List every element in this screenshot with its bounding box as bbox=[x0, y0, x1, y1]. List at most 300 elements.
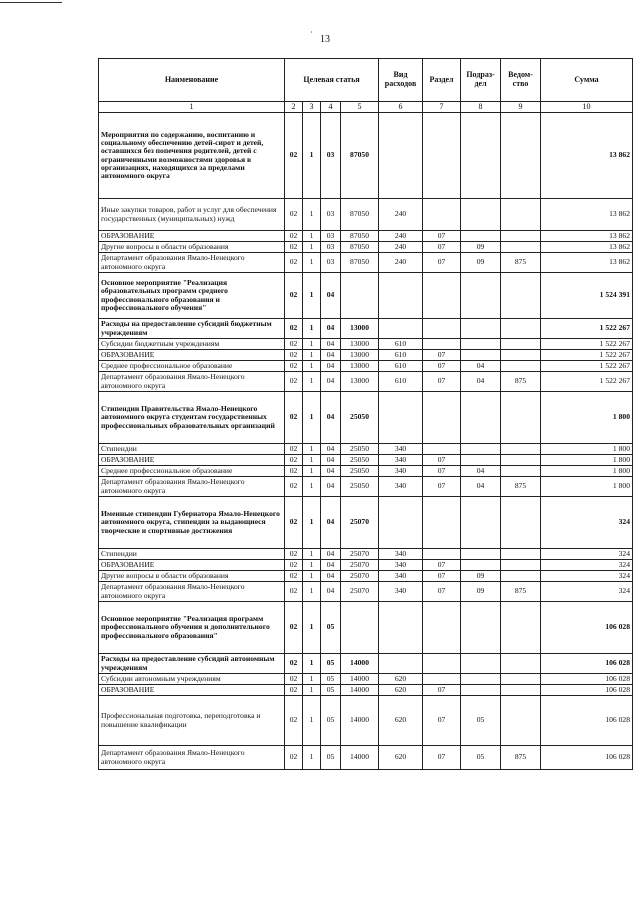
dept-code bbox=[501, 549, 541, 560]
column-number: 9 bbox=[501, 102, 541, 113]
section-code: 07 bbox=[423, 560, 461, 571]
code-direction: 87050 bbox=[341, 231, 379, 242]
expense-type: 610 bbox=[379, 339, 423, 350]
code-subprogram: 1 bbox=[303, 361, 321, 372]
dept-code bbox=[501, 455, 541, 466]
subsection-code: 09 bbox=[461, 242, 501, 253]
section-code: 07 bbox=[423, 242, 461, 253]
section-code bbox=[423, 497, 461, 549]
code-subprogram: 1 bbox=[303, 392, 321, 444]
subsection-code: 09 bbox=[461, 571, 501, 582]
table-row bbox=[99, 273, 633, 319]
code-subprogram: 1 bbox=[303, 602, 321, 654]
column-number: 1 bbox=[99, 102, 285, 113]
code-event: 04 bbox=[321, 319, 341, 339]
code-subprogram: 1 bbox=[303, 549, 321, 560]
expense-type: 340 bbox=[379, 582, 423, 602]
subsection-code: 09 bbox=[461, 582, 501, 602]
column-number: 6 bbox=[379, 102, 423, 113]
code-event: 04 bbox=[321, 392, 341, 444]
code-event: 05 bbox=[321, 685, 341, 696]
code-event: 03 bbox=[321, 242, 341, 253]
code-event: 04 bbox=[321, 477, 341, 497]
row-name: ОБРАЗОВАНИЕ bbox=[99, 231, 285, 242]
table-row bbox=[99, 392, 633, 444]
code-subprogram: 1 bbox=[303, 253, 321, 273]
code-event: 04 bbox=[321, 444, 341, 455]
expense-type: 240 bbox=[379, 242, 423, 253]
code-event: 04 bbox=[321, 372, 341, 392]
expense-type: 620 bbox=[379, 685, 423, 696]
expense-type: 240 bbox=[379, 199, 423, 231]
code-subprogram: 1 bbox=[303, 350, 321, 361]
code-program: 02 bbox=[285, 654, 303, 674]
code-program: 02 bbox=[285, 242, 303, 253]
code-program: 02 bbox=[285, 497, 303, 549]
subsection-code: 04 bbox=[461, 466, 501, 477]
section-code: 07 bbox=[423, 685, 461, 696]
expense-type bbox=[379, 319, 423, 339]
code-subprogram: 1 bbox=[303, 242, 321, 253]
code-direction: 25050 bbox=[341, 466, 379, 477]
row-name: Среднее профессиональное образование bbox=[99, 361, 285, 372]
code-program: 02 bbox=[285, 560, 303, 571]
row-sum: 1 522 267 bbox=[541, 361, 633, 372]
table-row bbox=[99, 674, 633, 685]
code-direction bbox=[341, 273, 379, 319]
code-program: 02 bbox=[285, 253, 303, 273]
table-row bbox=[99, 582, 633, 602]
code-event: 05 bbox=[321, 602, 341, 654]
row-sum: 324 bbox=[541, 549, 633, 560]
subsection-code: 04 bbox=[461, 361, 501, 372]
code-event: 04 bbox=[321, 455, 341, 466]
row-sum: 106 028 bbox=[541, 696, 633, 746]
row-name: Основное мероприятие "Реализация образовательных программ среднего профессионального образования и профессионального обучения" bbox=[99, 273, 285, 319]
row-name: ОБРАЗОВАНИЕ bbox=[99, 685, 285, 696]
subsection-code bbox=[461, 319, 501, 339]
subsection-code bbox=[461, 602, 501, 654]
column-number: 10 bbox=[541, 102, 633, 113]
code-direction: 14000 bbox=[341, 674, 379, 685]
subsection-code bbox=[461, 455, 501, 466]
code-direction: 25070 bbox=[341, 582, 379, 602]
expense-type: 610 bbox=[379, 361, 423, 372]
subsection-code bbox=[461, 339, 501, 350]
section-code bbox=[423, 674, 461, 685]
row-name: Профессиональная подготовка, переподготовка и повышение квалификации bbox=[99, 696, 285, 746]
section-code bbox=[423, 444, 461, 455]
row-sum: 1 522 267 bbox=[541, 372, 633, 392]
subsection-code bbox=[461, 231, 501, 242]
code-subprogram: 1 bbox=[303, 560, 321, 571]
dept-code bbox=[501, 654, 541, 674]
row-name: Стипендии Правительства Ямало-Ненецкого автономного округа студентам государственных профессиональных образовательных организаций bbox=[99, 392, 285, 444]
code-event: 03 bbox=[321, 253, 341, 273]
expense-type: 620 bbox=[379, 746, 423, 770]
row-name: Департамент образования Ямало-Ненецкого автономного округа bbox=[99, 372, 285, 392]
code-subprogram: 1 bbox=[303, 444, 321, 455]
row-sum: 1 522 267 bbox=[541, 319, 633, 339]
row-sum: 1 800 bbox=[541, 444, 633, 455]
dept-code bbox=[501, 571, 541, 582]
row-sum: 106 028 bbox=[541, 654, 633, 674]
code-subprogram: 1 bbox=[303, 455, 321, 466]
row-name: Департамент образования Ямало-Ненецкого автономного округа bbox=[99, 746, 285, 770]
table-row bbox=[99, 696, 633, 746]
table-row bbox=[99, 319, 633, 339]
dept-code bbox=[501, 497, 541, 549]
code-direction: 25050 bbox=[341, 444, 379, 455]
table-row bbox=[99, 466, 633, 477]
dept-code bbox=[501, 560, 541, 571]
table-row bbox=[99, 602, 633, 654]
code-program: 02 bbox=[285, 350, 303, 361]
code-direction: 25050 bbox=[341, 392, 379, 444]
code-program: 02 bbox=[285, 231, 303, 242]
column-number-row bbox=[99, 102, 633, 113]
table-row bbox=[99, 372, 633, 392]
code-subprogram: 1 bbox=[303, 571, 321, 582]
dept-code: 875 bbox=[501, 253, 541, 273]
code-event: 04 bbox=[321, 339, 341, 350]
row-name: Субсидии бюджетным учреждениям bbox=[99, 339, 285, 350]
expense-type: 340 bbox=[379, 571, 423, 582]
table-row bbox=[99, 455, 633, 466]
section-code bbox=[423, 273, 461, 319]
expense-type: 620 bbox=[379, 696, 423, 746]
code-program: 02 bbox=[285, 696, 303, 746]
code-subprogram: 1 bbox=[303, 113, 321, 199]
row-name: Департамент образования Ямало-Ненецкого автономного округа bbox=[99, 253, 285, 273]
column-number: 8 bbox=[461, 102, 501, 113]
code-event: 04 bbox=[321, 466, 341, 477]
code-subprogram: 1 bbox=[303, 497, 321, 549]
code-program: 02 bbox=[285, 602, 303, 654]
code-subprogram: 1 bbox=[303, 231, 321, 242]
dept-code bbox=[501, 685, 541, 696]
section-code: 07 bbox=[423, 477, 461, 497]
code-direction: 13000 bbox=[341, 361, 379, 372]
row-name: Департамент образования Ямало-Ненецкого автономного округа bbox=[99, 582, 285, 602]
code-program: 02 bbox=[285, 582, 303, 602]
table-row bbox=[99, 477, 633, 497]
row-name: ОБРАЗОВАНИЕ bbox=[99, 455, 285, 466]
subsection-code bbox=[461, 273, 501, 319]
table-row bbox=[99, 571, 633, 582]
expense-type bbox=[379, 654, 423, 674]
code-event: 04 bbox=[321, 497, 341, 549]
dept-code bbox=[501, 674, 541, 685]
header-section: Раздел bbox=[423, 59, 461, 102]
budget-table bbox=[98, 58, 633, 770]
row-sum: 13 862 bbox=[541, 113, 633, 199]
dept-code: 875 bbox=[501, 372, 541, 392]
section-code bbox=[423, 113, 461, 199]
column-number: 7 bbox=[423, 102, 461, 113]
section-code: 07 bbox=[423, 253, 461, 273]
code-program: 02 bbox=[285, 571, 303, 582]
code-direction: 25050 bbox=[341, 477, 379, 497]
column-number: 3 bbox=[303, 102, 321, 113]
code-subprogram: 1 bbox=[303, 339, 321, 350]
row-sum: 1 800 bbox=[541, 455, 633, 466]
code-event: 05 bbox=[321, 696, 341, 746]
row-name: Департамент образования Ямало-Ненецкого автономного округа bbox=[99, 477, 285, 497]
row-sum: 106 028 bbox=[541, 685, 633, 696]
code-event: 04 bbox=[321, 361, 341, 372]
dept-code bbox=[501, 350, 541, 361]
row-sum: 13 862 bbox=[541, 199, 633, 231]
row-sum: 1 800 bbox=[541, 392, 633, 444]
section-code: 07 bbox=[423, 571, 461, 582]
row-name: Расходы на предоставление субсидий бюджетным учреждениям bbox=[99, 319, 285, 339]
code-direction: 13000 bbox=[341, 372, 379, 392]
subsection-code: 05 bbox=[461, 746, 501, 770]
section-code: 07 bbox=[423, 746, 461, 770]
code-program: 02 bbox=[285, 746, 303, 770]
code-event: 03 bbox=[321, 231, 341, 242]
row-name: Расходы на предоставление субсидий автономным учреждениям bbox=[99, 654, 285, 674]
code-direction: 87050 bbox=[341, 242, 379, 253]
expense-type bbox=[379, 273, 423, 319]
dept-code bbox=[501, 319, 541, 339]
column-number: 2 bbox=[285, 102, 303, 113]
code-event: 03 bbox=[321, 199, 341, 231]
column-number: 4 bbox=[321, 102, 341, 113]
code-subprogram: 1 bbox=[303, 696, 321, 746]
table-row bbox=[99, 350, 633, 361]
subsection-code bbox=[461, 113, 501, 199]
code-subprogram: 1 bbox=[303, 685, 321, 696]
section-code bbox=[423, 392, 461, 444]
code-direction: 14000 bbox=[341, 685, 379, 696]
row-sum: 1 800 bbox=[541, 466, 633, 477]
section-code: 07 bbox=[423, 696, 461, 746]
subsection-code bbox=[461, 199, 501, 231]
expense-type: 620 bbox=[379, 674, 423, 685]
code-program: 02 bbox=[285, 549, 303, 560]
code-program: 02 bbox=[285, 319, 303, 339]
code-direction: 25070 bbox=[341, 571, 379, 582]
section-code: 07 bbox=[423, 466, 461, 477]
row-name: Другие вопросы в области образования bbox=[99, 571, 285, 582]
table-row bbox=[99, 560, 633, 571]
row-sum: 13 862 bbox=[541, 242, 633, 253]
code-program: 02 bbox=[285, 685, 303, 696]
code-direction: 25050 bbox=[341, 455, 379, 466]
code-event: 04 bbox=[321, 549, 341, 560]
code-direction: 25070 bbox=[341, 497, 379, 549]
row-sum: 106 028 bbox=[541, 746, 633, 770]
header-subsection: Подраз-дел bbox=[461, 59, 501, 102]
expense-type: 610 bbox=[379, 372, 423, 392]
table-row bbox=[99, 242, 633, 253]
table-row bbox=[99, 199, 633, 231]
scan-mark: · bbox=[310, 28, 313, 37]
dept-code bbox=[501, 392, 541, 444]
subsection-code: 09 bbox=[461, 253, 501, 273]
dept-code bbox=[501, 466, 541, 477]
expense-type: 610 bbox=[379, 350, 423, 361]
code-event: 04 bbox=[321, 582, 341, 602]
code-direction: 25070 bbox=[341, 549, 379, 560]
code-program: 02 bbox=[285, 674, 303, 685]
row-name: Именные стипендии Губернатора Ямало-Ненецкого автономного округа, стипендии за выдающиеся творческие и спортивные достижения bbox=[99, 497, 285, 549]
code-direction: 87050 bbox=[341, 199, 379, 231]
dept-code bbox=[501, 273, 541, 319]
code-program: 02 bbox=[285, 199, 303, 231]
dept-code bbox=[501, 361, 541, 372]
code-direction: 87050 bbox=[341, 113, 379, 199]
section-code bbox=[423, 602, 461, 654]
table-row bbox=[99, 113, 633, 199]
subsection-code bbox=[461, 497, 501, 549]
expense-type: 340 bbox=[379, 455, 423, 466]
row-name: Среднее профессиональное образование bbox=[99, 466, 285, 477]
expense-type: 340 bbox=[379, 560, 423, 571]
code-program: 02 bbox=[285, 361, 303, 372]
table-row bbox=[99, 685, 633, 696]
table-row bbox=[99, 444, 633, 455]
expense-type: 240 bbox=[379, 231, 423, 242]
section-code bbox=[423, 654, 461, 674]
row-sum: 106 028 bbox=[541, 674, 633, 685]
subsection-code bbox=[461, 674, 501, 685]
code-subprogram: 1 bbox=[303, 273, 321, 319]
table-row bbox=[99, 231, 633, 242]
section-code: 07 bbox=[423, 455, 461, 466]
row-name: Мероприятия по содержанию, воспитанию и социальному обеспечению детей-сирот и детей, оставшихся без попечения родителей, детей с ограниченными возможностями здоровья в организациях, находящихся за пределами автономного округа bbox=[99, 113, 285, 199]
section-code: 07 bbox=[423, 372, 461, 392]
subsection-code bbox=[461, 444, 501, 455]
header-type: Вид расходов bbox=[379, 59, 423, 102]
code-program: 02 bbox=[285, 113, 303, 199]
dept-code bbox=[501, 242, 541, 253]
code-program: 02 bbox=[285, 466, 303, 477]
dept-code bbox=[501, 231, 541, 242]
row-sum: 324 bbox=[541, 571, 633, 582]
dept-code: 875 bbox=[501, 582, 541, 602]
column-number: 5 bbox=[341, 102, 379, 113]
table-row bbox=[99, 746, 633, 770]
row-name: Субсидии автономным учреждениям bbox=[99, 674, 285, 685]
code-event: 05 bbox=[321, 674, 341, 685]
section-code bbox=[423, 319, 461, 339]
top-rule bbox=[0, 2, 62, 3]
row-name: Основное мероприятие "Реализация программ профессионального обучения и дополнительного профессионального образования" bbox=[99, 602, 285, 654]
row-sum: 1 522 267 bbox=[541, 339, 633, 350]
code-program: 02 bbox=[285, 392, 303, 444]
code-program: 02 bbox=[285, 455, 303, 466]
expense-type: 340 bbox=[379, 466, 423, 477]
header-name: Наименование bbox=[99, 59, 285, 102]
table-body bbox=[99, 113, 633, 770]
subsection-code bbox=[461, 350, 501, 361]
code-subprogram: 1 bbox=[303, 674, 321, 685]
dept-code: 875 bbox=[501, 477, 541, 497]
code-event: 05 bbox=[321, 654, 341, 674]
expense-type: 340 bbox=[379, 444, 423, 455]
section-code bbox=[423, 199, 461, 231]
code-subprogram: 1 bbox=[303, 582, 321, 602]
row-name: Стипендии bbox=[99, 549, 285, 560]
expense-type bbox=[379, 602, 423, 654]
subsection-code bbox=[461, 654, 501, 674]
header-target: Целевая статья bbox=[285, 59, 379, 102]
code-direction: 13000 bbox=[341, 319, 379, 339]
expense-type: 240 bbox=[379, 253, 423, 273]
code-event: 04 bbox=[321, 273, 341, 319]
expense-type bbox=[379, 497, 423, 549]
section-code: 07 bbox=[423, 350, 461, 361]
section-code: 07 bbox=[423, 231, 461, 242]
row-sum: 1 522 267 bbox=[541, 350, 633, 361]
subsection-code: 04 bbox=[461, 477, 501, 497]
table-row bbox=[99, 654, 633, 674]
row-sum: 324 bbox=[541, 560, 633, 571]
dept-code: 875 bbox=[501, 746, 541, 770]
row-sum: 1 524 391 bbox=[541, 273, 633, 319]
dept-code bbox=[501, 199, 541, 231]
code-direction: 25070 bbox=[341, 560, 379, 571]
code-subprogram: 1 bbox=[303, 746, 321, 770]
row-sum: 1 800 bbox=[541, 477, 633, 497]
section-code bbox=[423, 549, 461, 560]
row-name: ОБРАЗОВАНИЕ bbox=[99, 560, 285, 571]
subsection-code bbox=[461, 392, 501, 444]
dept-code bbox=[501, 602, 541, 654]
row-sum: 324 bbox=[541, 582, 633, 602]
table-row bbox=[99, 549, 633, 560]
code-program: 02 bbox=[285, 339, 303, 350]
code-subprogram: 1 bbox=[303, 477, 321, 497]
header-row bbox=[99, 59, 633, 102]
code-subprogram: 1 bbox=[303, 372, 321, 392]
table-row bbox=[99, 253, 633, 273]
row-name: Иные закупки товаров, работ и услуг для обеспечения государственных (муниципальных) нужд bbox=[99, 199, 285, 231]
code-event: 04 bbox=[321, 350, 341, 361]
code-subprogram: 1 bbox=[303, 199, 321, 231]
row-sum: 106 028 bbox=[541, 602, 633, 654]
expense-type bbox=[379, 392, 423, 444]
header-dept: Ведом-ство bbox=[501, 59, 541, 102]
subsection-code bbox=[461, 685, 501, 696]
section-code: 07 bbox=[423, 582, 461, 602]
row-name: ОБРАЗОВАНИЕ bbox=[99, 350, 285, 361]
code-direction: 14000 bbox=[341, 654, 379, 674]
subsection-code bbox=[461, 560, 501, 571]
row-sum: 13 862 bbox=[541, 231, 633, 242]
row-name: Стипендии bbox=[99, 444, 285, 455]
dept-code bbox=[501, 444, 541, 455]
section-code: 07 bbox=[423, 361, 461, 372]
subsection-code: 05 bbox=[461, 696, 501, 746]
row-sum: 13 862 bbox=[541, 253, 633, 273]
code-program: 02 bbox=[285, 372, 303, 392]
code-program: 02 bbox=[285, 273, 303, 319]
code-program: 02 bbox=[285, 477, 303, 497]
section-code bbox=[423, 339, 461, 350]
code-direction bbox=[341, 602, 379, 654]
table-row bbox=[99, 361, 633, 372]
dept-code bbox=[501, 113, 541, 199]
table-row bbox=[99, 339, 633, 350]
row-sum: 324 bbox=[541, 497, 633, 549]
code-event: 05 bbox=[321, 746, 341, 770]
code-direction: 13000 bbox=[341, 350, 379, 361]
code-direction: 13000 bbox=[341, 339, 379, 350]
